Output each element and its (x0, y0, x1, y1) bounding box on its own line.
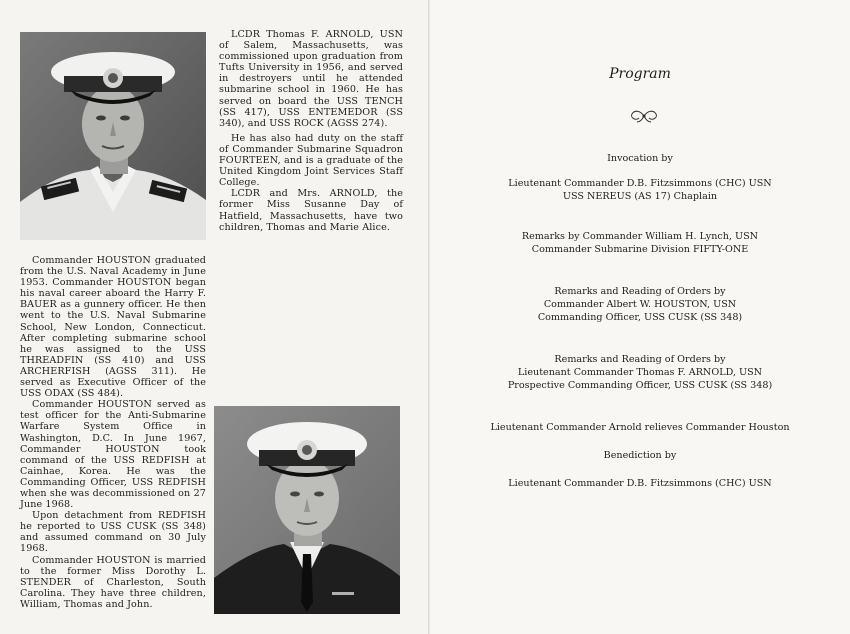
program-section (430, 0, 850, 634)
houston-portrait-photo (20, 32, 206, 240)
houston-biography (20, 255, 206, 610)
program-item-line: Commander Albert W. HOUSTON, USN (543, 299, 737, 310)
program-item-line: Lieutenant Commander Thomas F. ARNOLD, USN (517, 367, 763, 378)
program-item-line: USS NEREUS (AS 17) Chaplain (562, 191, 718, 202)
program-item-line: Commanding Officer, USS CUSK (SS 348) (537, 312, 743, 323)
program-title: Program (609, 66, 671, 82)
program-item-line: Remarks by Commander William H. Lynch, USN (521, 231, 759, 242)
program-item-line: Invocation by (607, 153, 673, 164)
program-item-line: Lieutenant Commander D.B. Fitzsimmons (CHC) USN (508, 178, 772, 189)
arnold-bio-paragraph: LCDR Thomas F. ARNOLD, USN of Salem, Massachusetts, was commissioned upon graduation from Tufts University in 1956, and served in destroyers until he attended submarine school in 1960. He has served on board the USS TENCH (SS 417), USS ENTEMEDOR (SS 340), and USS ROCK (AGSS 274). (219, 29, 403, 129)
program-item-line: Lieutenant Commander Arnold relieves Commander Houston (490, 422, 790, 433)
houston-bio-paragraph: Commander HOUSTON is married to the former Miss Dorothy L. STENDER of Charleston, South Carolina. They have three children, William, Thomas and John. (20, 554, 206, 610)
right-page (430, 0, 850, 634)
floral-ornament-icon (628, 108, 660, 124)
arnold-bio-paragraph: He has also had duty on the staff of Commander Submarine Squadron FOURTEEN, and is a graduate of the United Kingdom Joint Services Staff College. (219, 132, 403, 189)
program-item-line: Benediction by (603, 450, 677, 461)
program-item-line: Lieutenant Commander D.B. Fitzsimmons (CHC) USN (508, 478, 772, 489)
houston-bio-paragraph: Commander HOUSTON graduated from the U.S. Naval Academy in June 1953. Commander HOUSTON began his naval career aboard the Harry F. BAUER as a gunnery officer. He then went to the U.S. Naval Submarine School, New London, Connecticut. After completing submarine school he was assigned to the USS THREADFIN (SS 410) and USS ARCHERFISH (AGSS 311). He served as Executive Officer of the USS ODAX (SS 484). (20, 255, 206, 400)
houston-bio-paragraph: Commander HOUSTON served as test officer for the Anti-Submarine Warfare System Office in Washington, D.C. In June 1967, Commander HOUSTON took command of the USS REDFISH at Cainhae, Korea. He was the Commanding Officer, USS REDFISH when she was decommissioned on 27 June 1968. (20, 399, 206, 511)
program-item-line: Remarks and Reading of Orders by (554, 354, 726, 365)
program-item-line: Remarks and Reading of Orders by (554, 286, 726, 297)
program-item-line: Commander Submarine Division FIFTY-ONE (531, 244, 749, 255)
arnold-biography (219, 29, 403, 233)
program-item-line: Prospective Commanding Officer, USS CUSK (SS 348) (507, 380, 773, 391)
houston-bio-paragraph: Upon detachment from REDFISH he reported to USS CUSK (SS 348) and assumed command on 30 July 1968. (20, 510, 206, 555)
arnold-portrait-photo (214, 406, 400, 614)
arnold-bio-paragraph: LCDR and Mrs. ARNOLD, the former Miss Susanne Day of Hatfield, Massachusetts, have two children, Thomas and Marie Alice. (219, 188, 403, 233)
